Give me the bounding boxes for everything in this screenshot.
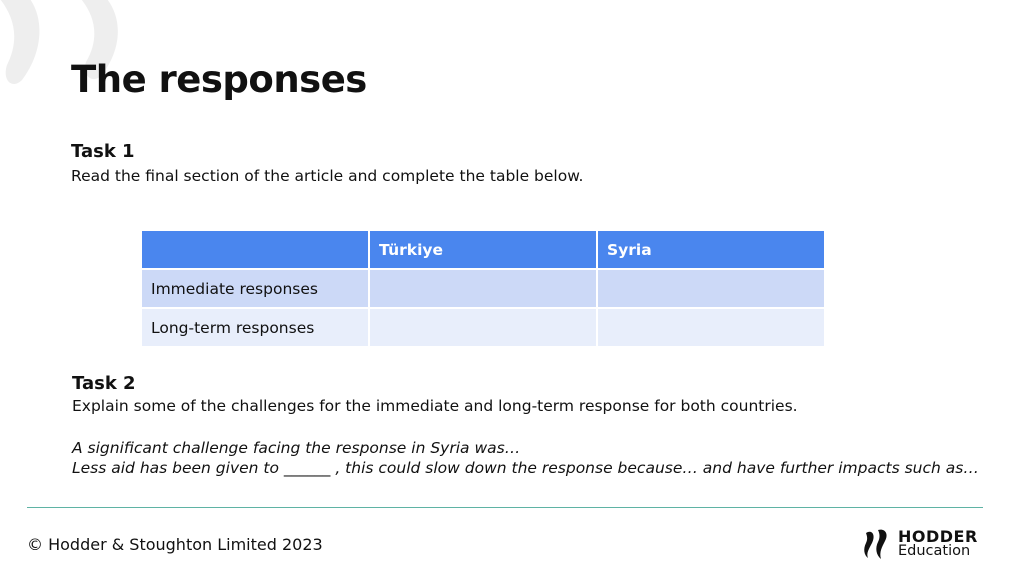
table-header-row [141, 230, 825, 269]
cell-immediate-turkiye[interactable] [369, 269, 597, 308]
cell-long-term-syria[interactable] [597, 308, 825, 347]
hodder-education-logo [862, 526, 992, 562]
table-header-turkiye: Türkiye [369, 230, 597, 269]
footer-divider [27, 507, 983, 508]
sentence-starter-1: A significant challenge facing the response in Syria was… [72, 439, 521, 457]
responses-table [140, 229, 826, 348]
task2-instruction: Explain some of the challenges for the immediate and long-term response for both countries. [72, 397, 798, 415]
table-header-blank [141, 230, 369, 269]
row-label-long-term: Long-term responses [141, 308, 369, 347]
page-title: The responses [71, 58, 367, 101]
table-row [141, 308, 825, 347]
task2-heading: Task 2 [72, 373, 136, 394]
cell-long-term-turkiye[interactable] [369, 308, 597, 347]
task1-heading: Task 1 [71, 141, 135, 162]
cell-immediate-syria[interactable] [597, 269, 825, 308]
table-row [141, 269, 825, 308]
task1-instruction: Read the final section of the article and complete the table below. [71, 167, 584, 185]
table-header-syria: Syria [597, 230, 825, 269]
sentence-starter-2: Less aid has been given to ______ , this could slow down the response because… and have further impacts such as… [72, 459, 979, 477]
sentence-starters [72, 438, 979, 478]
logo-main-text: HODDER [898, 527, 978, 546]
row-label-immediate: Immediate responses [141, 269, 369, 308]
hodder-logo-icon [862, 527, 892, 561]
logo-sub-text: Education [898, 543, 971, 559]
copyright-text: © Hodder & Stoughton Limited 2023 [27, 535, 323, 554]
